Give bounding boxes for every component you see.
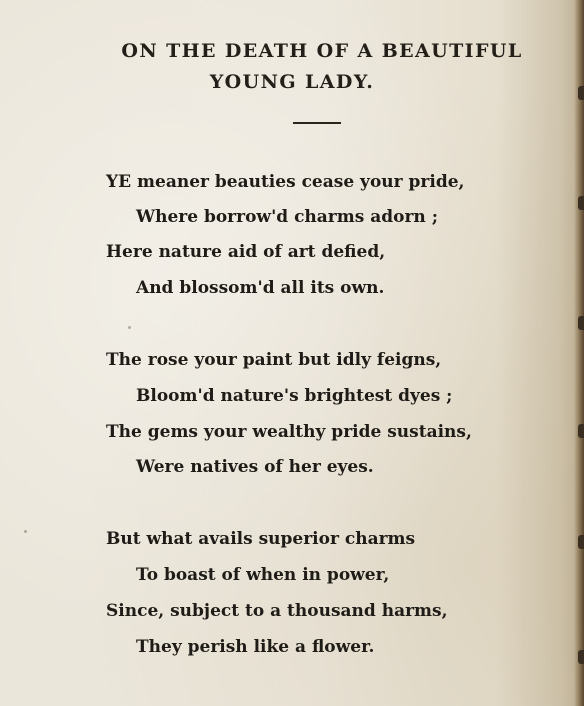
- poem-line: To boast of when in power,: [136, 565, 390, 585]
- paper-speck: [128, 326, 131, 329]
- binding-thread: [578, 535, 584, 549]
- poem-line: YE meaner beauties cease your pride,: [106, 172, 465, 192]
- binding-thread: [578, 196, 584, 210]
- book-binding-edge: [574, 0, 584, 706]
- poem-line: Bloom'd nature's brightest dyes ;: [136, 386, 453, 406]
- poem-title-line-2: YOUNG LADY.: [209, 71, 375, 93]
- poem-line: Here nature aid of art defied,: [106, 242, 386, 262]
- binding-thread: [578, 424, 584, 438]
- poem-line: They perish like a flower.: [136, 637, 375, 657]
- poem-title-line-1: ON THE DEATH OF A BEAUTIFUL: [121, 40, 523, 62]
- poem-line: But what avails superior charms: [106, 529, 416, 549]
- binding-thread: [578, 316, 584, 330]
- title-divider: [293, 122, 341, 124]
- poem-line: Were natives of her eyes.: [136, 457, 374, 477]
- poem-line: Where borrow'd charms adorn ;: [136, 207, 438, 227]
- bleed-through-text: [434, 0, 584, 706]
- poem-line: And blossom'd all its own.: [136, 278, 385, 298]
- poem-line: The rose your paint but idly feigns,: [106, 350, 442, 370]
- binding-thread: [578, 650, 584, 664]
- poem-line: The gems your wealthy pride sustains,: [106, 422, 472, 442]
- paper-speck: [24, 530, 27, 533]
- poem-line: Since, subject to a thousand harms,: [106, 601, 448, 621]
